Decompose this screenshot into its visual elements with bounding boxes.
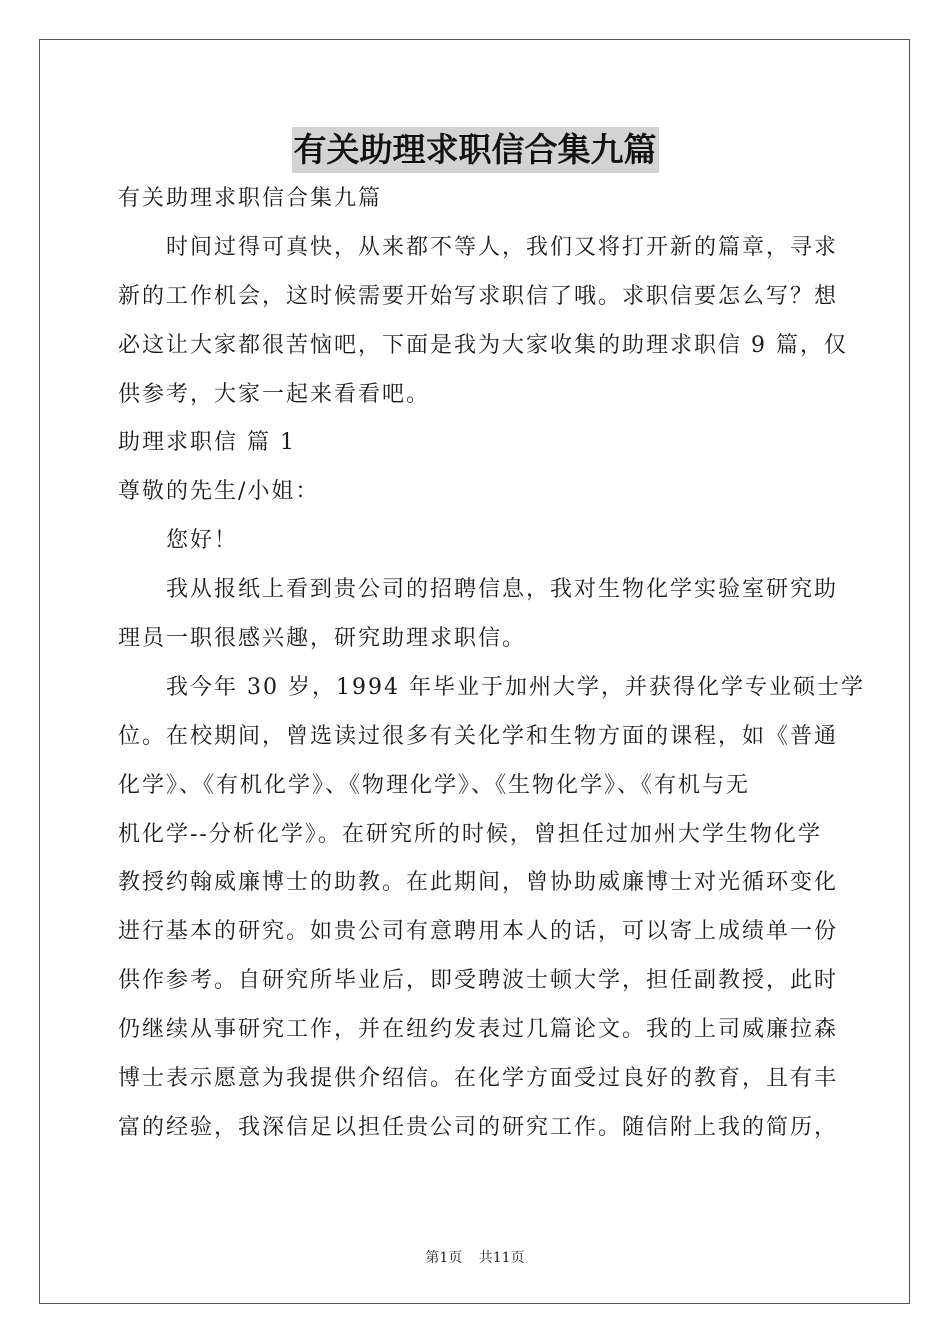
greeting-line: 您好！ [166,528,239,554]
paragraph-line: 我今年 30 岁，1994 年毕业于加州大学，并获得化学专业硕士学 [166,674,865,700]
document-title: 有关助理求职信合集九篇 [292,127,659,173]
paragraph-line: 富的经验，我深信足以担任贵公司的研究工作。随信附上我的简历， [118,1114,839,1140]
paragraph-line: 博士表示愿意为我提供介绍信。在化学方面受过良好的教育，且有丰 [118,1066,839,1092]
paragraph-line: 教授约翰威廉博士的助教。在此期间，曾协助威廉博士对光循环变化 [118,870,839,896]
title-area [0,127,950,173]
paragraph-line: 我从报纸上看到贵公司的招聘信息，我对生物化学实验室研究助 [166,577,839,603]
section-heading: 助理求职信 篇 1 [118,430,296,456]
paragraph-line: 供参考，大家一起来看看吧。 [118,381,431,407]
page-total: 共11页 [478,1250,525,1266]
paragraph-line: 供作参考。自研究所毕业后，即受聘波士顿大学，担任副教授，此时 [118,968,839,994]
page-number: 第1页 [425,1250,463,1266]
document-body [118,175,865,1153]
paragraph-line: 仍继续从事研究工作，并在纽约发表过几篇论文。我的上司威廉拉森 [118,1017,839,1043]
subtitle-line: 有关助理求职信合集九篇 [118,186,383,211]
page-footer [0,1247,950,1267]
paragraph-line: 时间过得可真快，从来都不等人，我们又将打开新的篇章，寻求 [166,234,839,260]
salutation-line: 尊敬的先生/小姐： [118,479,320,505]
paragraph-line: 机化学--分析化学》。在研究所的时候，曾担任过加州大学生物化学 [118,821,822,847]
paragraph-line: 理员一职很感兴趣，研究助理求职信。 [118,626,527,652]
paragraph-line: 进行基本的研究。如贵公司有意聘用本人的话，可以寄上成绩单一份 [118,919,839,945]
paragraph-line: 位。在校期间，曾选读过很多有关化学和生物方面的课程，如《普通 [118,723,839,749]
paragraph-line: 必这让大家都很苦恼吧，下面是我为大家收集的助理求职信 9 篇，仅 [118,332,848,358]
paragraph-line: 新的工作机会，这时候需要开始写求职信了哦。求职信要怎么写？想 [118,283,839,309]
paragraph-line: 化学》、《有机化学》、《物理化学》、《生物化学》、《有机与无 [118,772,751,798]
